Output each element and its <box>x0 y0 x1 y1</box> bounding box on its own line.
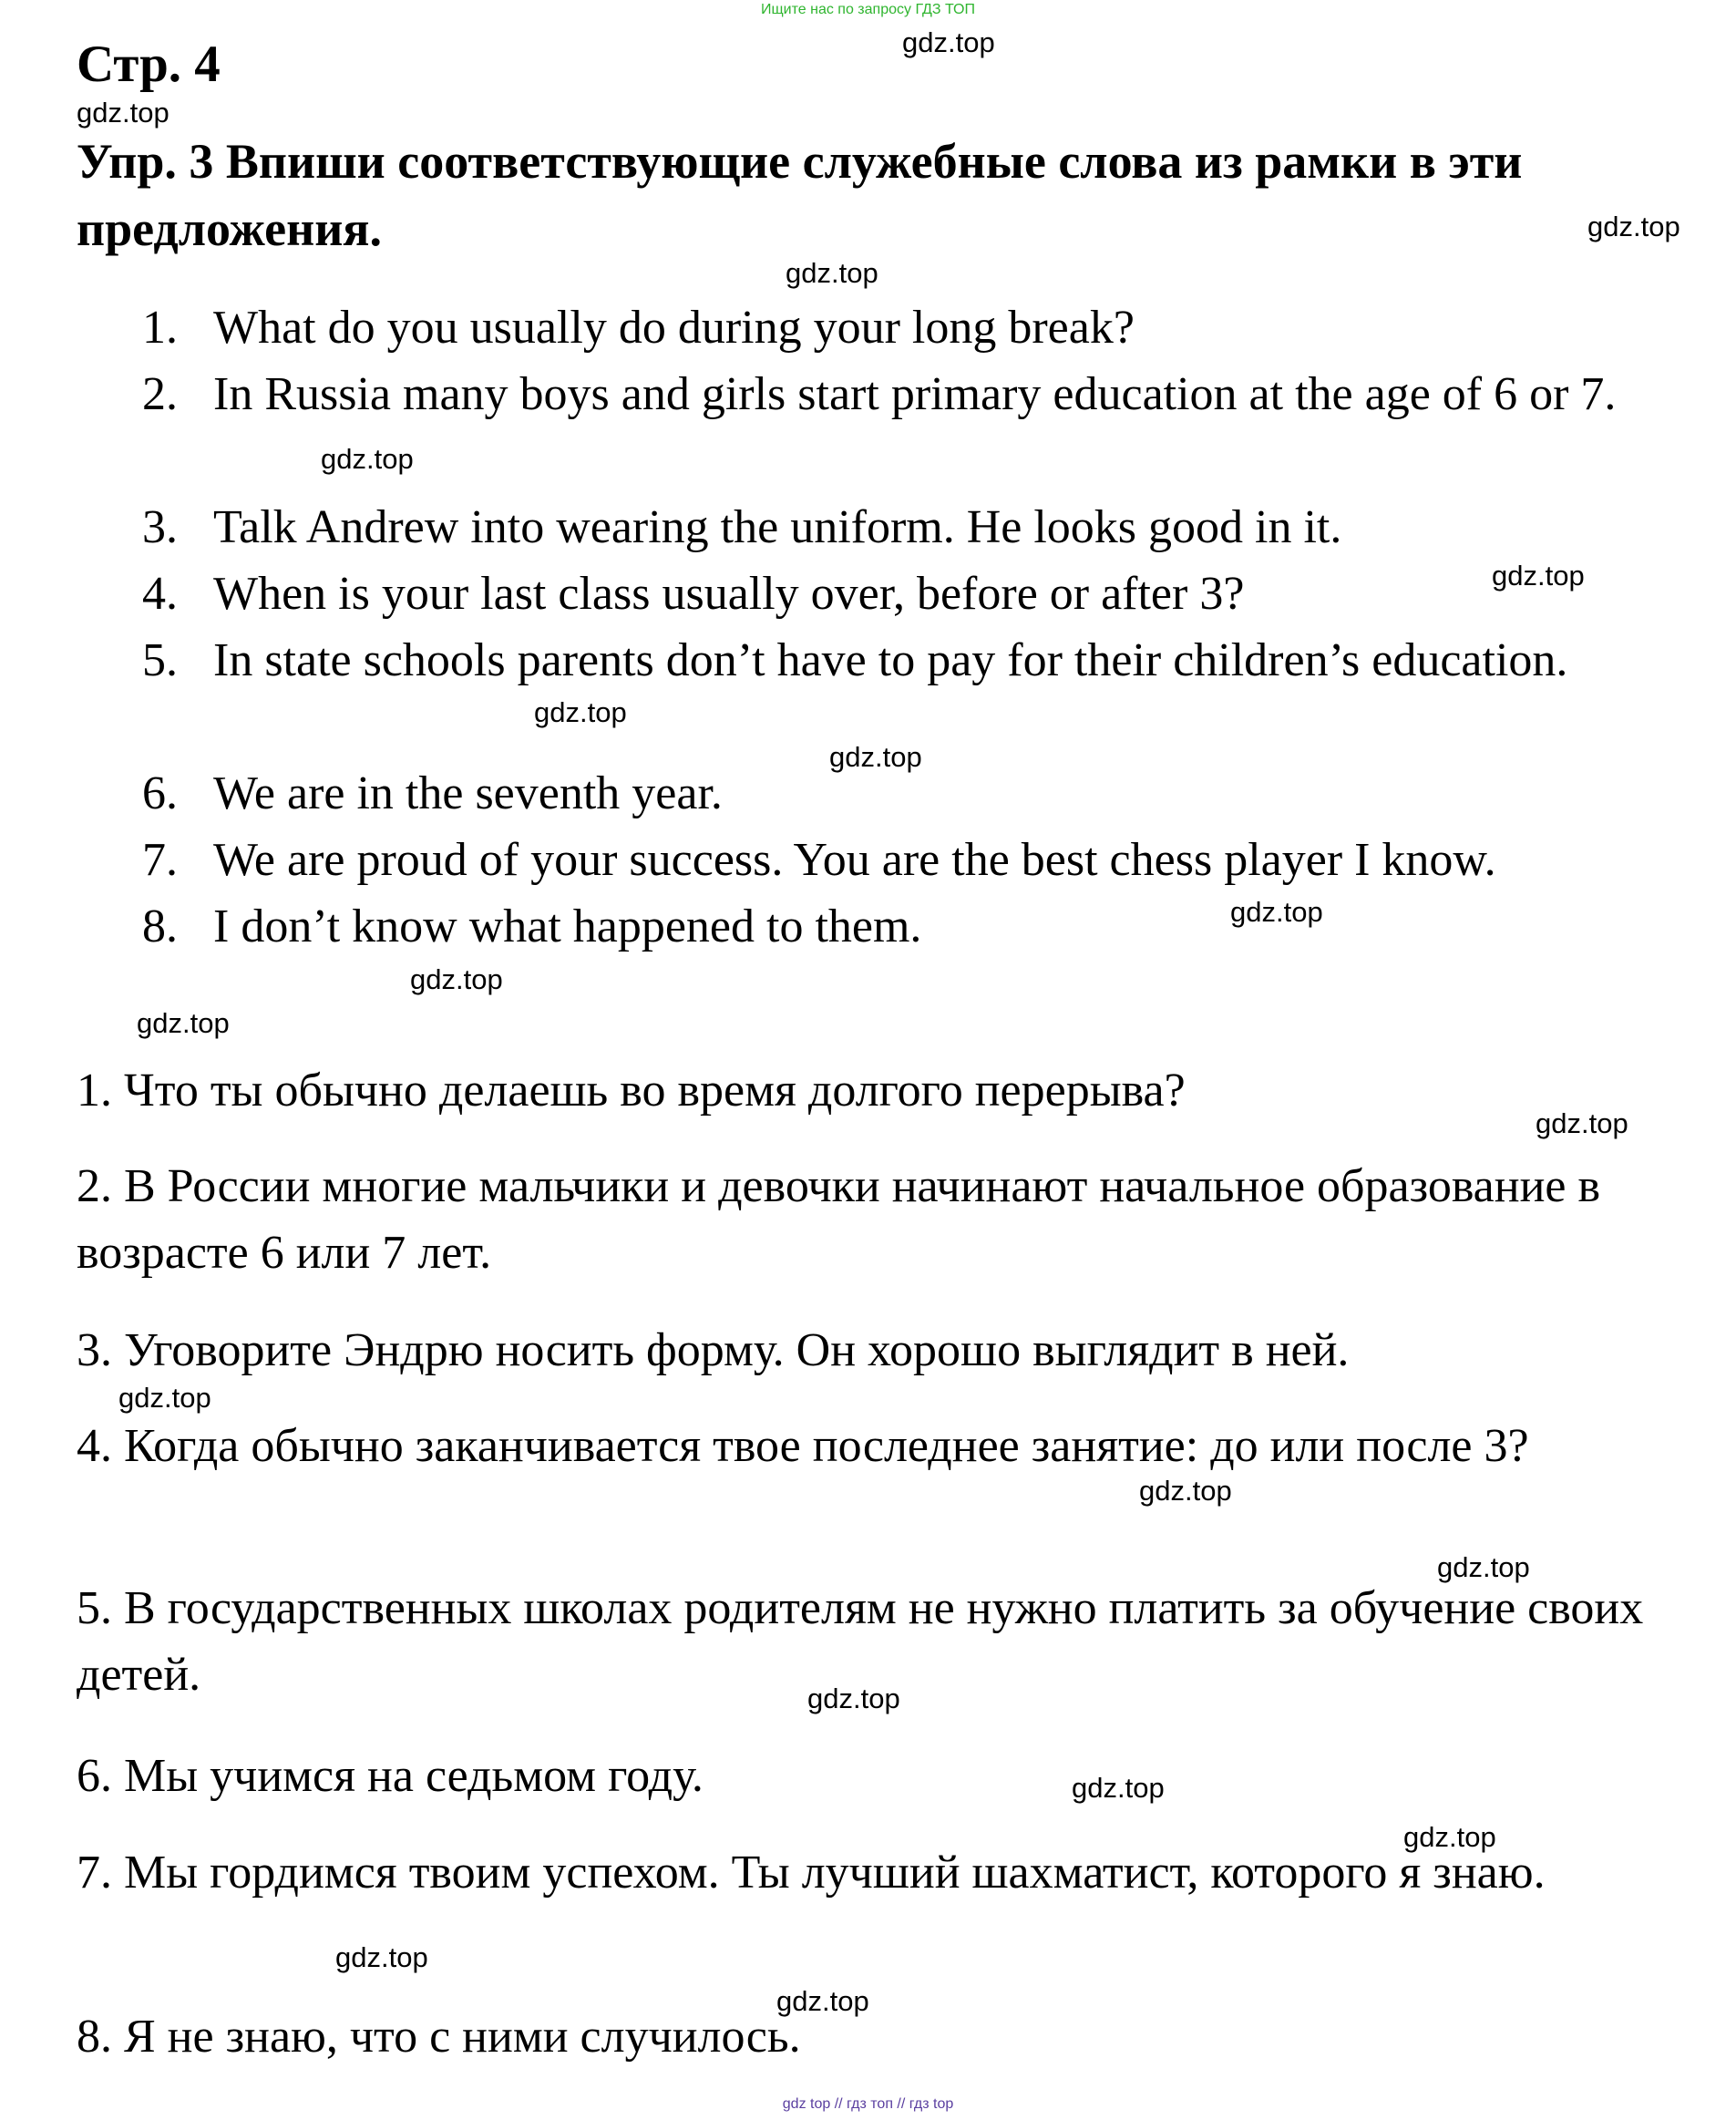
item-text: We are in the seventh year. <box>213 767 723 819</box>
exercise-title: Упр. 3 Впиши соответствующие служебные слова из рамки в эти предложения. <box>77 134 1523 256</box>
russian-item: 6. Мы учимся на седьмом году. <box>77 1750 704 1802</box>
item-number: 8. <box>142 900 178 952</box>
watermark: gdz.top <box>829 741 922 773</box>
page-title: Стр. 4 <box>77 36 221 93</box>
item-number: 6. <box>142 767 178 819</box>
english-item <box>142 561 1710 627</box>
watermark: gdz.top <box>1403 1821 1496 1853</box>
watermark: gdz.top <box>137 1007 230 1039</box>
watermark: gdz.top <box>1072 1772 1165 1804</box>
english-item <box>142 760 1710 827</box>
item-number: 4. <box>142 568 178 620</box>
watermark: gdz.top <box>118 1382 211 1414</box>
russian-item: 7. Мы гордимся твоим успехом. Ты лучший шахматист, которого я знаю. <box>77 1847 1546 1899</box>
watermark: gdz.top <box>534 696 627 728</box>
item-text: In Russia many boys and girls start primary education at the age of 6 or 7. <box>213 368 1617 420</box>
watermark: gdz.top <box>1587 211 1680 242</box>
item-text: When is your last class usually over, before or after 3? <box>213 568 1245 620</box>
item-number: 5. <box>142 634 178 686</box>
item-text: We are proud of your success. You are the best chess player I know. <box>213 834 1496 886</box>
watermark: gdz.top <box>902 26 995 58</box>
english-item <box>142 494 1710 561</box>
russian-item: 2. В России многие мальчики и девочки начинают начальное образование в возрасте 6 или 7 лет. <box>77 1160 1601 1279</box>
top-banner: Ищите нас по запросу ГДЗ ТОП <box>761 2 975 17</box>
watermark: gdz.top <box>410 963 503 995</box>
watermark: gdz.top <box>807 1683 900 1714</box>
english-item <box>142 827 1710 893</box>
watermark: gdz.top <box>77 97 169 129</box>
item-text: In state schools parents don’t have to pay for their children’s education. <box>213 634 1568 686</box>
english-item <box>142 627 1710 694</box>
item-number: 7. <box>142 834 178 886</box>
watermark: gdz.top <box>1492 560 1585 592</box>
bottom-footer: gdz top // гдз топ // гдз top <box>782 2096 954 2112</box>
item-text: What do you usually do during your long break? <box>213 302 1135 354</box>
item-number: 2. <box>142 368 178 420</box>
english-item <box>142 294 1710 361</box>
item-number: 3. <box>142 501 178 553</box>
watermark: gdz.top <box>1139 1475 1232 1507</box>
english-item <box>142 893 1710 960</box>
item-text: I don’t know what happened to them. <box>213 900 922 952</box>
english-item <box>142 361 1710 427</box>
russian-item: 5. В государственных школах родителям не нужно платить за обучение своих детей. <box>77 1582 1644 1701</box>
item-text: Talk Andrew into wearing the uniform. He looks good in it. <box>213 501 1342 553</box>
watermark: gdz.top <box>1536 1107 1628 1139</box>
russian-item: 1. Что ты обычно делаешь во время долгого перерыва? <box>77 1065 1186 1117</box>
watermark: gdz.top <box>335 1941 428 1973</box>
item-number: 1. <box>142 302 178 354</box>
russian-item: 8. Я не знаю, что с ними случилось. <box>77 2011 801 2063</box>
watermark: gdz.top <box>786 257 878 289</box>
watermark: gdz.top <box>1437 1551 1530 1583</box>
watermark: gdz.top <box>1230 896 1323 928</box>
russian-item: 4. Когда обычно заканчивается твое последнее занятие: до или после 3? <box>77 1420 1529 1472</box>
watermark: gdz.top <box>776 1985 869 2017</box>
watermark: gdz.top <box>321 443 414 475</box>
russian-item: 3. Уговорите Эндрю носить форму. Он хорошо выглядит в ней. <box>77 1324 1350 1376</box>
